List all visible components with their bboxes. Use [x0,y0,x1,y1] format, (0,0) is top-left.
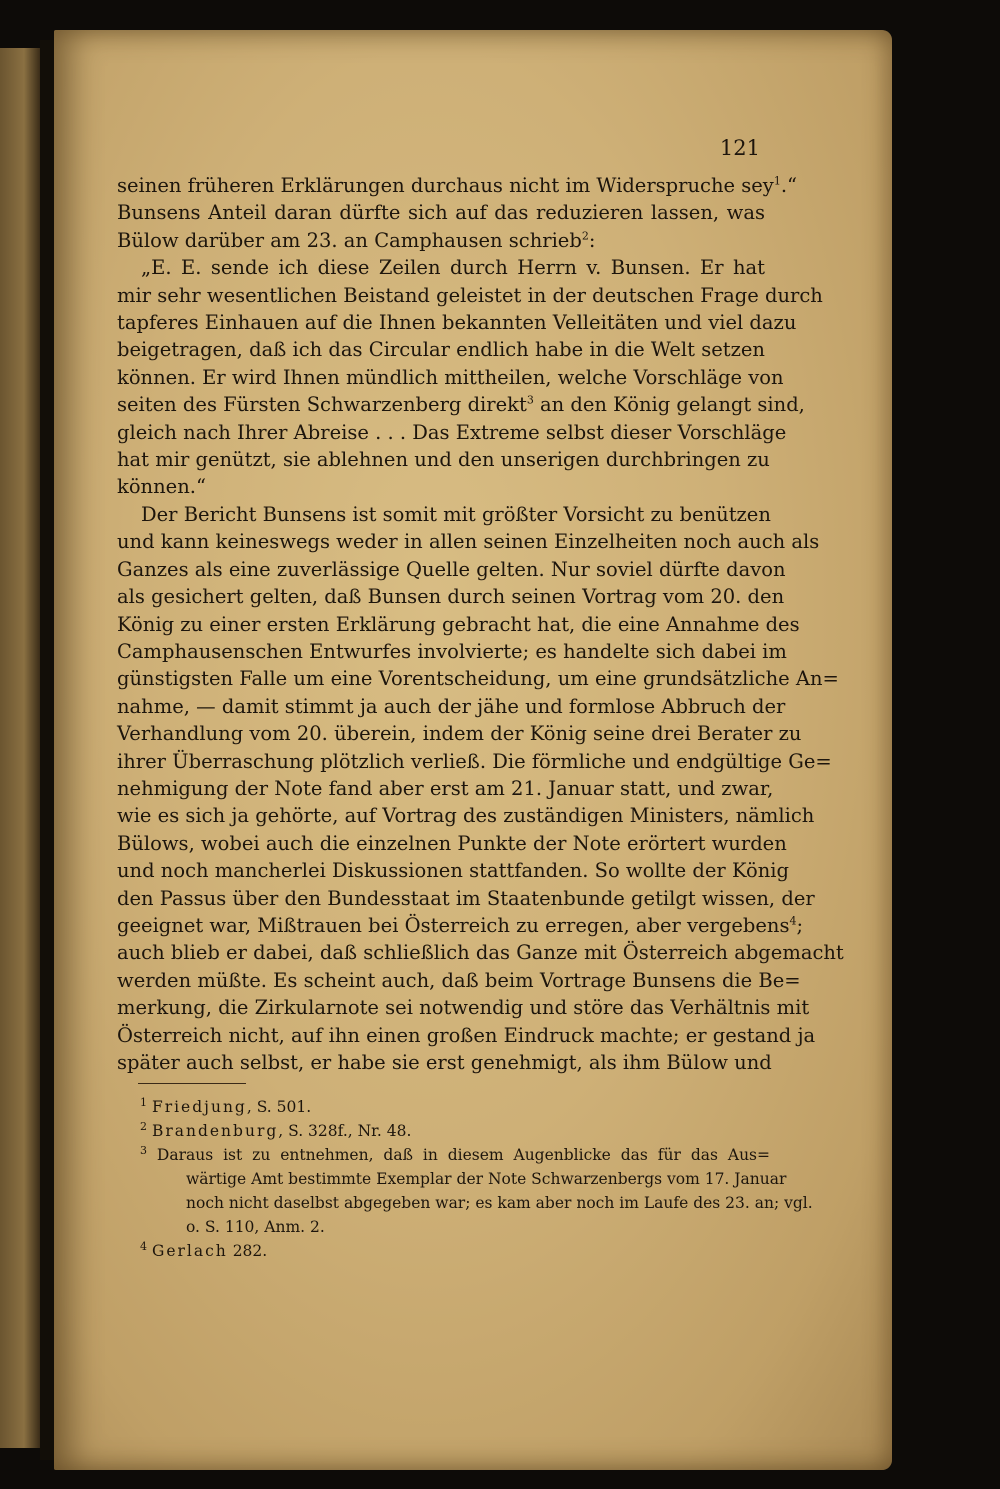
text-line-tail: : [588,228,596,252]
text-line [117,199,765,226]
text-line [117,556,786,583]
text-line-content: Verhandlung vom 20. überein, indem der König seine drei Berater zu [117,722,802,746]
text-line [117,501,771,528]
text-line-content: Bülows, wobei auch die einzelnen Punkte der Note erörtert wurden [117,831,787,855]
text-line [117,693,786,720]
footnotes [140,1095,813,1263]
body-text [117,172,844,1076]
footnote-line [140,1215,770,1239]
footnote-number: 3 [140,1143,147,1157]
text-line [117,446,770,473]
text-line-content: mir sehr wesentlichen Beistand geleistet in der deutschen Frage durch [117,283,823,307]
text-line [117,994,810,1021]
text-line [117,254,765,281]
text-line-content: werden müßte. Es scheint auch, daß beim Vortrage Bunsens die Be= [117,968,801,992]
text-line-content: ihrer Überraschung plötzlich verließ. Die förmliche und endgültige Ge= [117,749,832,773]
footnote-source-name: Friedjung [151,1098,247,1116]
text-line-content: und noch mancherlei Diskussionen stattfanden. So wollte der König [117,859,790,883]
page-number: 121 [719,136,760,160]
text-line [117,967,801,994]
text-line [117,912,804,939]
footnote-line [140,1095,770,1119]
footnote-text: 282. [227,1242,268,1260]
footnote-text: wärtige Amt bestimmte Exemplar der Note Schwarzenbergs vom 17. Januar [186,1170,787,1188]
text-line-content: Camphausenschen Entwurfes involvierte; es handelte sich dabei im [117,639,787,663]
text-line-content: als gesichert gelten, daß Bunsen durch seinen Vortrag vom 20. den [117,585,785,609]
text-line [117,391,805,418]
text-line [117,172,797,199]
footnote-text: , S. 328f., Nr. 48. [278,1122,412,1140]
footnote-line [140,1143,770,1167]
text-line-content: gleich nach Ihrer Abreise . . . Das Extreme selbst dieser Vorschläge [117,420,787,444]
text-line [117,1022,816,1049]
text-line-content: tapferes Einhauen auf die Ihnen bekannten Velleitäten und viel dazu [117,311,797,335]
text-line-content: Ganzes als eine zuverlässige Quelle gelten. Nur soviel dürfte davon [117,557,786,581]
text-line [117,1049,772,1076]
text-line [117,528,820,555]
text-line [117,583,785,610]
footnote-source-name: Brandenburg [151,1122,279,1140]
text-line-content: Bülow darüber am 23. an Camphausen schrieb [117,228,582,252]
text-line [117,720,802,747]
text-line-tail: .“ [780,174,797,197]
text-line [117,638,787,665]
text-line [117,611,800,638]
text-line-content: „E. E. sende ich diese Zeilen durch Herrn v. Bunsen. Er hat [141,256,765,280]
text-line-content: später auch selbst, er habe sie erst genehmigt, als ihm Bülow und [117,1051,772,1074]
left-page-edge [0,48,40,1448]
footnote-marker: 1 [773,174,781,188]
footnote-text: Daraus ist zu entnehmen, daß in diesem Augenblicke das für das Aus= [156,1146,770,1164]
book-spine [40,40,54,1460]
text-line-content: beigetragen, daß ich das Circular endlich habe in die Welt setzen [117,338,765,362]
text-line-content: Der Bericht Bunsens ist somit mit größter Vorsicht zu benützen [141,502,771,526]
text-line [117,830,787,857]
footnote-text: o. S. 110, Anm. 2. [186,1218,325,1236]
text-line [117,227,765,254]
footnote-line [140,1239,770,1263]
footnote-source-name: Gerlach [151,1242,228,1260]
text-line [117,309,797,336]
text-line [117,857,790,884]
footnote-marker: 4 [789,914,797,928]
text-line-content: können.“ [117,475,206,499]
footnote-line [140,1119,770,1143]
text-line [117,885,815,912]
text-line-content: günstigsten Falle um eine Vorentscheidung, um eine grundsätzliche An= [117,667,839,691]
text-line-content: seinen früheren Erklärungen durchaus nicht im Widerspruche sey [117,174,774,197]
footnote-marker: 2 [581,229,589,243]
text-line-content: können. Er wird Ihnen mündlich mittheilen, welche Vorschläge von [117,365,784,389]
text-line-content: auch blieb er dabei, daß schließlich das Ganze mit Österreich abgemacht [117,941,844,965]
footnote-rule [138,1083,246,1084]
text-line [117,336,765,363]
text-line [117,748,832,775]
text-line-content: wie es sich ja gehörte, auf Vortrag des zuständigen Ministers, nämlich [117,804,815,828]
text-line-tail: ; [796,913,804,937]
text-line [117,282,823,309]
text-line-content: geeignet war, Mißtrauen bei Österreich zu erregen, aber vergebens [117,913,790,937]
text-line-content: Bunsens Anteil daran dürfte sich auf das reduzieren lassen, was [117,201,765,225]
text-line [117,473,765,500]
text-line-content: nahme, — damit stimmt ja auch der jähe und formlose Abbruch der [117,694,786,718]
text-line [117,665,839,692]
text-line [117,364,784,391]
footnote-number: 1 [140,1095,147,1109]
text-line-content: merkung, die Zirkularnote sei notwendig und störe das Verhältnis mit [117,996,810,1020]
text-line-content: den Passus über den Bundesstaat im Staatenbunde getilgt wissen, der [117,886,815,910]
text-line-content: König zu einer ersten Erklärung gebracht hat, die eine Annahme des [117,612,800,636]
footnote-marker: 3 [526,393,534,407]
text-line-content: Österreich nicht, auf ihn einen großen Eindruck machte; er gestand ja [117,1023,816,1047]
text-line-content: hat mir genützt, sie ablehnen und den unserigen durchbringen zu [117,448,770,472]
text-line [117,802,815,829]
footnote-number: 2 [140,1119,147,1133]
footnote-line [140,1191,813,1215]
footnote-number: 4 [140,1239,147,1253]
footnote-text: , S. 501. [246,1098,312,1116]
text-line-content: nehmigung der Note fand aber erst am 21. Januar statt, und zwar, [117,776,774,800]
text-line-content: und kann keineswegs weder in allen seinen Einzelheiten noch auch als [117,530,820,554]
footnote-line [140,1167,787,1191]
text-line-content: seiten des Fürsten Schwarzenberg direkt [117,393,527,417]
text-line [117,419,787,446]
footnote-text: noch nicht daselbst abgegeben war; es kam aber noch im Laufe des 23. an; vgl. [186,1194,813,1212]
text-line-tail: an den König gelangt sind, [533,393,805,417]
text-line [117,775,774,802]
text-line [117,939,844,966]
